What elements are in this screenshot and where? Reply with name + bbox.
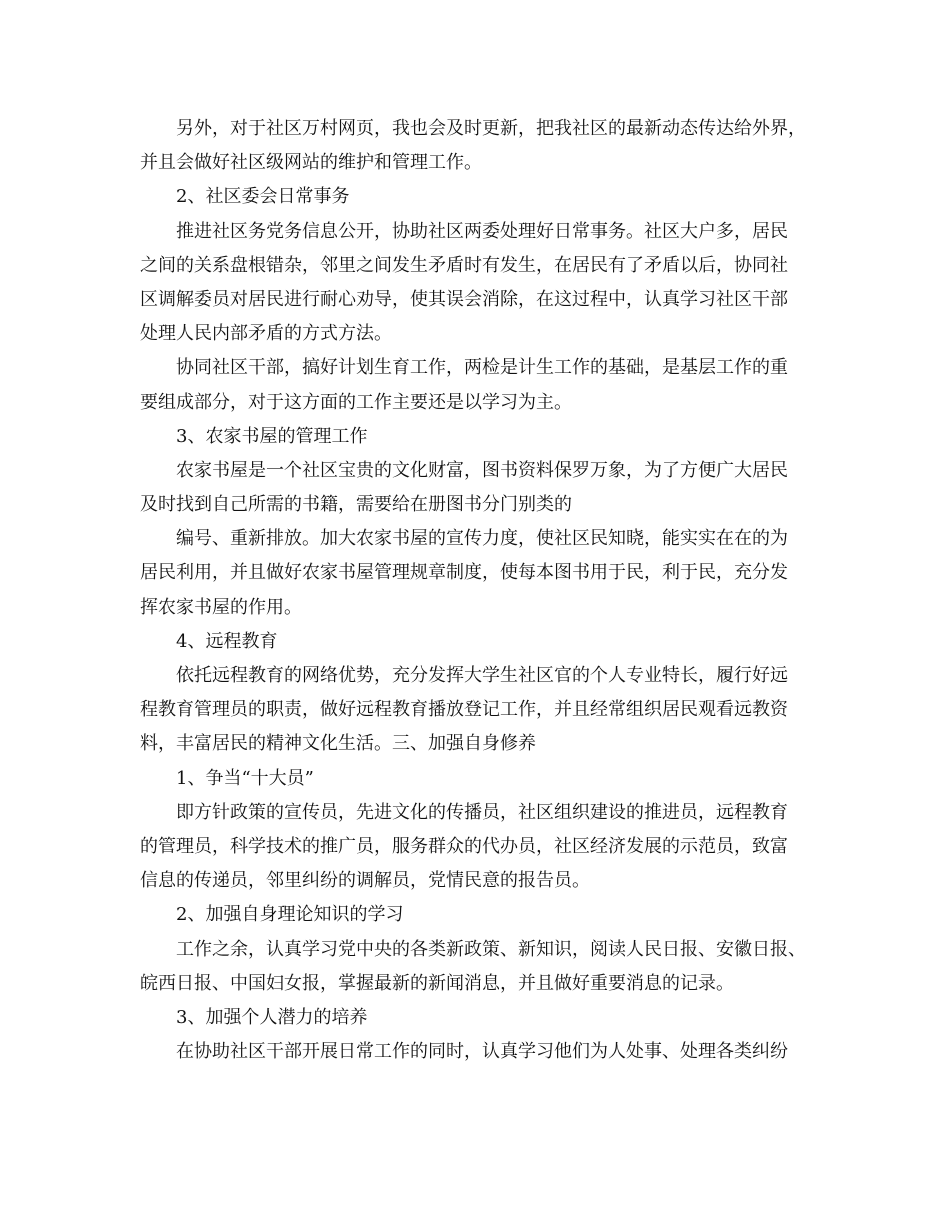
text-line: 协同社区干部，搞好计划生育工作，两检是计生工作的基础，是基层工作的重: [176, 357, 788, 379]
text-line: 的管理员，科学技术的推广员，服务群众的代办员，社区经济发展的示范员，致富: [140, 835, 788, 857]
text-line: 另外，对于社区万村网页，我也会及时更新，把我社区的最新动态传达给外界，: [176, 118, 806, 139]
text-line: 2、加强自身理论知识的学习: [176, 904, 404, 926]
text-line: 信息的传递员，邻里纠纷的调解员，党情民意的报告员。: [140, 870, 590, 892]
text-line: 并且会做好社区级网站的维护和管理工作。: [140, 152, 482, 174]
text-line: 2、社区委会日常事务: [176, 186, 350, 208]
text-line: 即方针政策的宣传员，先进文化的传播员，社区组织建设的推进员，远程教育: [176, 801, 788, 823]
text-line: 依托远程教育的网络优势，充分发挥大学生社区官的个人专业特长，履行好远: [176, 665, 788, 686]
text-line: 程教育管理员的职责，做好远程教育播放登记工作，并且经常组织居民观看远教资: [140, 699, 788, 721]
text-line: 推进社区务党务信息公开，协助社区两委处理好日常事务。社区大户多，居民: [176, 220, 788, 242]
text-line: 农家书屋是一个社区宝贵的文化财富，图书资料保罗万象，为了方便广大居民: [176, 459, 788, 481]
text-line: 3、加强个人潜力的培养: [176, 1006, 368, 1028]
text-line: 区调解委员对居民进行耐心劝导，使其误会消除，在这过程中，认真学习社区干部: [140, 288, 788, 310]
text-line: 4、远程教育: [176, 630, 278, 652]
text-line: 及时找到自己所需的书籍，需要给在册图书分门别类的: [140, 494, 572, 516]
text-line: 要组成部分，对于这方面的工作主要还是以学习为主。: [140, 391, 572, 413]
text-line: 居民利用，并且做好农家书屋管理规章制度，使每本图书用于民，利于民，充分发: [140, 562, 788, 584]
text-line: 处理人民内部矛盾的方式方法。: [140, 323, 392, 345]
document-body: [140, 112, 820, 1069]
text-line: 3、农家书屋的管理工作: [176, 425, 368, 447]
text-line: 之间的关系盘根错杂，邻里之间发生矛盾时有发生，在居民有了矛盾以后，协同社: [140, 254, 788, 276]
text-line: 在协助社区干部开展日常工作的同时，认真学习他们为人处事、处理各类纠纷: [176, 1041, 788, 1063]
text-line: 皖西日报、中国妇女报，掌握最新的新闻消息，并且做好重要消息的记录。: [140, 972, 734, 994]
text-line: 1、争当“十大员”: [176, 767, 314, 789]
text-line: 挥农家书屋的作用。: [140, 596, 302, 618]
text-line: 料，丰富居民的精神文化生活。三、加强自身修养: [140, 733, 536, 755]
text-line: 工作之余，认真学习党中央的各类新政策、新知识，阅读人民日报、安徽日报、: [176, 938, 806, 960]
text-line: 编号、重新排放。加大农家书屋的宣传力度，使社区民知晓，能实实在在的为: [176, 528, 788, 550]
